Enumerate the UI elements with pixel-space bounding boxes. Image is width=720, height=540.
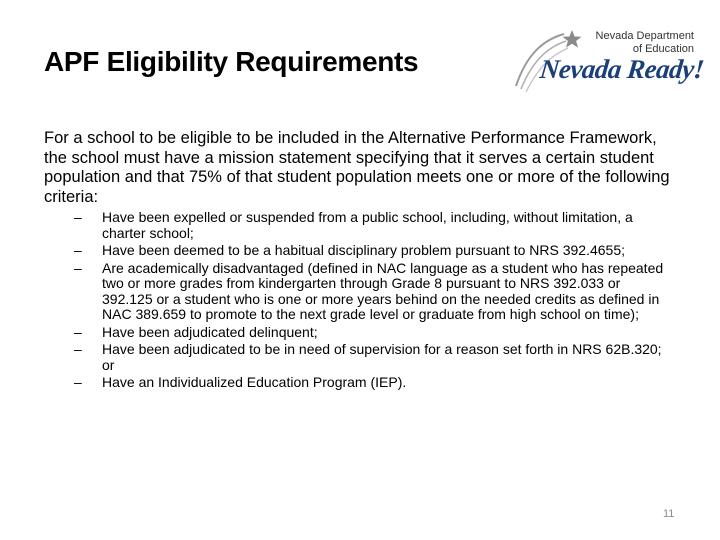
- criteria-item: [72, 375, 672, 391]
- dash-bullet: –: [74, 259, 82, 276]
- criteria-text: Have been deemed to be a habitual disciplinary problem pursuant to NRS 392.4655;: [102, 242, 625, 258]
- logo-tagline: Nevada Ready!: [538, 54, 706, 84]
- dash-bullet: –: [74, 323, 82, 340]
- logo-dept-line2: of Education: [632, 43, 694, 55]
- intro-paragraph: For a school to be eligible to be included in the Alternative Performance Framework, the school must have a mission statement specifying that it serves a certain student population and that 75% of that student population meets one or more of the following criteria:: [44, 129, 670, 206]
- dash-bullet: –: [74, 209, 82, 225]
- criteria-item: [72, 261, 672, 323]
- criteria-item: [72, 210, 672, 241]
- page-number: 11: [663, 508, 675, 520]
- criteria-list: [72, 210, 672, 393]
- dash-bullet: –: [74, 374, 82, 390]
- nevada-department-logo: [512, 26, 706, 104]
- criteria-text: Are academically disadvantaged (defined in NAC language as a student who has repeated two or more grades from kindergarten through Grade 8 pursuant to NRS 392.033 or 392.125 or a student who is one or more years behind on the needed credits as defined in NAC 389.659 to promote to the next grade level or graduate from high school on time);: [102, 259, 664, 322]
- criteria-item: [72, 325, 672, 341]
- logo-dept-line1: Nevada Department: [595, 30, 694, 42]
- criteria-text: Have been expelled or suspended from a public school, including, without limitation, a charter school;: [102, 209, 633, 241]
- logo-department-text: [596, 30, 694, 56]
- criteria-text: Have an Individualized Education Program (IEP).: [102, 374, 407, 390]
- dash-bullet: –: [74, 242, 82, 258]
- criteria-item: [72, 243, 672, 259]
- criteria-item: [72, 342, 672, 373]
- criteria-text: Have been adjudicated to be in need of supervision for a reason set forth in NRS 62B.320; or: [102, 341, 662, 373]
- criteria-text: Have been adjudicated delinquent;: [102, 323, 318, 340]
- slide-title: APF Eligibility Requirements: [44, 46, 419, 77]
- dash-bullet: –: [74, 341, 82, 357]
